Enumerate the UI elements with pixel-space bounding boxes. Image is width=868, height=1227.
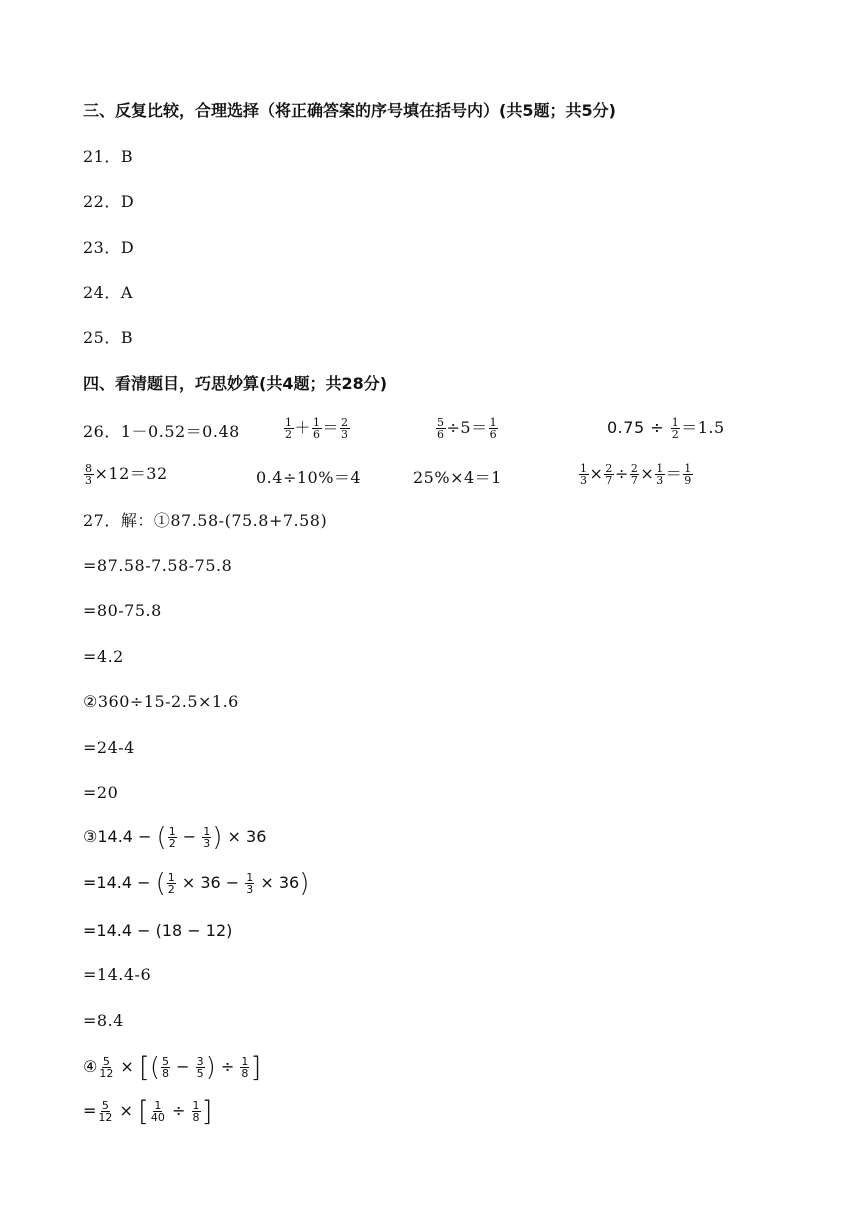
q27-step: =8.4 [83,1011,124,1030]
answer-22: 22．D [83,192,135,211]
q26-item-8: $\frac{1}{3}$ × $\frac{2}{7}$ ÷ $\frac{2}{7}$ × $\frac{1}{3}$ ＝ $\frac{1}{9}$ [580,462,692,487]
section-4-heading: 四、看清题目，巧思妙算(共4题；共28分) [83,374,388,393]
q26-item-3: $\frac{5}{6}$ ÷5＝ $\frac{1}{6}$ [437,416,498,441]
answer-25: 25．B [83,328,134,347]
q27-step: =4.2 [83,647,124,666]
q26-label: 26． [83,422,121,441]
q27-step: =80-75.8 [83,601,162,620]
section-3-heading: 三、反复比较，合理选择（将正确答案的序号填在括号内）(共5题；共5分) [83,101,616,120]
q26-item-5: $\frac{8}{3}$ ×12＝32 [85,462,168,487]
q27-step: =24-4 [83,738,135,757]
q27-step: =14.4 − ( $\frac{1}{2}$ × 36 − $\frac{1}{3}$ × 36) [83,868,310,899]
q26-item-1: 26．1－0.52＝0.48 [83,422,240,441]
answer-24: 24．A [83,283,133,302]
q27-step: =87.58-7.58-75.8 [83,556,233,575]
q27-intro: 27．解：①87.58-(75.8+7.58) [83,511,328,530]
answer-23: 23．D [83,238,135,257]
q27-part-3: ③14.4 − ( $\frac{1}{2}$ − $\frac{1}{3}$ ) × 36 [83,822,267,853]
q26-item-4: 0.75 ÷ $\frac{1}{2}$ ＝1.5 [607,416,725,441]
q26-item-2: $\frac{1}{2}$ ＋ $\frac{1}{6}$ ＝ $\frac{2}{3}$ [285,416,349,441]
q27-part-4: ④ $\frac{5}{12}$ × [( $\frac{5}{8}$ − $\frac{3}{5}$ ) ÷ $\frac{1}{8}$ ] [83,1050,262,1084]
q27-step: = $\frac{5}{12}$ × [ $\frac{1}{40}$ ÷ $\frac{1}{8}$ ] [83,1094,213,1128]
q27-step: =14.4-6 [83,965,152,984]
q27-step: =20 [83,783,119,802]
q26-item-6: 0.4÷10%＝4 [256,468,362,487]
q26-item-7: 25%×4＝1 [413,468,502,487]
answer-21: 21．B [83,147,134,166]
q27-part-2: ②360÷15-2.5×1.6 [83,692,239,711]
q27-step: =14.4 − (18 − 12) [83,921,233,940]
